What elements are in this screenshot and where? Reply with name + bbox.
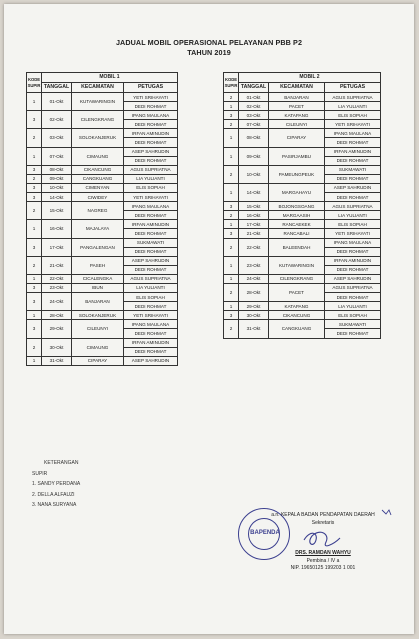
kode-cell: 2: [27, 129, 42, 147]
district-cell: RANCABALI: [269, 229, 325, 238]
officer-cell: DEDI ROHMAT: [124, 229, 178, 238]
officer-cell: DEDI ROHMAT: [124, 156, 178, 165]
kode-cell: 2: [27, 174, 42, 183]
officer-cell: DEDI ROHMAT: [325, 247, 381, 256]
officer-cell: YETI SRIHAYATI: [124, 93, 178, 102]
officer-cell: DEDI ROHMAT: [124, 247, 178, 256]
kode-cell: 3: [224, 311, 239, 320]
date-cell: 17-Okt: [42, 238, 72, 256]
district-cell: KUTAWARINGIN: [72, 93, 124, 111]
officer-cell: DEDI ROHMAT: [124, 329, 178, 338]
document-year: TAHUN 2019: [187, 48, 231, 57]
officer-cell: AGUS SUPRIATNA: [325, 202, 381, 211]
district-cell: SOLOKANJERUK: [72, 311, 124, 320]
officer-cell: DEDI ROHMAT: [124, 302, 178, 311]
officer-cell: SUKMAWATI: [325, 165, 381, 174]
officer-cell: ELIS SOPIAH: [124, 183, 178, 192]
district-cell: CIMAUNG: [72, 147, 124, 165]
officer-cell: ASEP SAHRUDIN: [325, 274, 381, 283]
district-cell: MARGAHAYU: [269, 183, 325, 201]
kode-cell: 3: [27, 193, 42, 202]
kode-cell: 3: [27, 183, 42, 192]
header-kode-supir: KODE SUPIR: [27, 73, 42, 93]
district-cell: CILEUNYI: [269, 120, 325, 129]
date-cell: 09-Okt: [42, 174, 72, 183]
district-cell: CIPARAY: [72, 356, 124, 365]
kode-cell: 1: [27, 356, 42, 365]
officer-cell: DEDI ROHMAT: [124, 347, 178, 356]
date-cell: 07-Okt: [42, 147, 72, 165]
date-cell: 17-Okt: [239, 220, 269, 229]
district-cell: CIMENYAN: [72, 183, 124, 192]
district-cell: BALEENDAH: [269, 238, 325, 256]
driver-item: 1. SANDY PERDANA: [32, 481, 81, 487]
date-cell: 22-Okt: [42, 274, 72, 283]
district-cell: CIKANCUNG: [269, 311, 325, 320]
officer-cell: DEDI ROHMAT: [325, 293, 381, 302]
officer-cell: AGUS SUPRIATNA: [325, 283, 381, 292]
district-cell: KATAPANG: [269, 111, 325, 120]
officer-cell: IPANG MAULANA: [124, 320, 178, 329]
date-cell: 15-Okt: [239, 202, 269, 211]
kode-cell: 1: [27, 274, 42, 283]
kode-cell: 1: [224, 302, 239, 311]
officer-cell: DEDI ROHMAT: [325, 329, 381, 338]
date-cell: 02-Okt: [239, 102, 269, 111]
district-cell: BOJONGSOANG: [269, 202, 325, 211]
date-cell: 15-Okt: [42, 202, 72, 220]
date-cell: 03-Okt: [239, 111, 269, 120]
date-cell: 21-Okt: [239, 229, 269, 238]
district-cell: CIPARAY: [269, 129, 325, 147]
officer-cell: AGUS SUPRIATNA: [124, 165, 178, 174]
kode-cell: 2: [224, 93, 239, 102]
district-cell: MAJALAYA: [72, 220, 124, 238]
kode-cell: 3: [224, 229, 239, 238]
kode-cell: 1: [224, 220, 239, 229]
kode-cell: 3: [27, 293, 42, 311]
district-cell: BANJARAN: [269, 93, 325, 102]
officer-cell: DEDI ROHMAT: [325, 138, 381, 147]
date-cell: 23-Okt: [239, 256, 269, 274]
officer-cell: IPANG MAULANA: [124, 111, 178, 120]
document-page: [4, 4, 414, 634]
header-kecamatan: KECAMATAN: [72, 83, 124, 93]
officer-cell: IPANG MAULANA: [325, 129, 381, 138]
officer-cell: IPANG MAULANA: [325, 238, 381, 247]
officer-cell: YETI SRIHAYATI: [124, 311, 178, 320]
district-cell: PAMEUNGPEUK: [269, 165, 325, 183]
district-cell: CANGKUANG: [269, 320, 325, 338]
officer-cell: IPANG MAULANA: [124, 202, 178, 211]
officer-cell: ASEP SAHRUDIN: [124, 147, 178, 156]
driver-item: 3. NANA SURYANA: [32, 502, 77, 508]
kode-cell: 2: [27, 338, 42, 356]
date-cell: 29-Okt: [42, 320, 72, 338]
date-cell: 14-Okt: [42, 193, 72, 202]
kode-cell: 1: [224, 147, 239, 165]
district-cell: CANGKUANG: [72, 174, 124, 183]
kode-cell: 2: [224, 320, 239, 338]
district-cell: CIKANCUNG: [72, 165, 124, 174]
district-cell: NAGREG: [72, 202, 124, 220]
header-petugas: PETUGAS: [325, 83, 381, 93]
kode-cell: 3: [27, 165, 42, 174]
officer-cell: DEDI ROHMAT: [124, 120, 178, 129]
district-cell: CILENGKRANG: [269, 274, 325, 283]
officer-cell: DEDI ROHMAT: [325, 156, 381, 165]
date-cell: 28-Okt: [239, 283, 269, 301]
district-cell: CICALENGKA: [72, 274, 124, 283]
district-cell: PACET: [269, 102, 325, 111]
officer-cell: ELIS SOPIAH: [325, 311, 381, 320]
date-cell: 30-Okt: [42, 338, 72, 356]
signature-office: a.n. KEPALA BADAN PENDAPATAN DAERAH: [271, 512, 375, 518]
officer-cell: IRFAN AMINUDIN: [124, 338, 178, 347]
kode-cell: 3: [27, 238, 42, 256]
kode-cell: 2: [224, 283, 239, 301]
district-cell: MARGAASIH: [269, 211, 325, 220]
header-kode-supir: KODE SUPIR: [224, 73, 239, 93]
officer-cell: DEDI ROHMAT: [124, 265, 178, 274]
kode-cell: 1: [224, 129, 239, 147]
officer-cell: IRFAN AMINUDIN: [124, 220, 178, 229]
district-cell: PANGALENGAN: [72, 238, 124, 256]
district-cell: CILEUNYI: [72, 320, 124, 338]
kode-cell: 2: [224, 165, 239, 183]
kode-cell: 3: [27, 283, 42, 292]
officer-cell: YETI SRIHAYATI: [124, 193, 178, 202]
kode-cell: 1: [27, 311, 42, 320]
officer-cell: ELIS SOPIAH: [325, 111, 381, 120]
district-cell: CILENGKRANG: [72, 111, 124, 129]
officer-cell: IRFAN AMINUDIN: [325, 147, 381, 156]
officer-cell: DEDI ROHMAT: [325, 174, 381, 183]
officer-cell: IRFAN AMINUDIN: [325, 256, 381, 265]
signature-stroke: [304, 532, 340, 546]
header-group: MOBIL 2: [239, 73, 381, 83]
date-cell: 28-Okt: [42, 311, 72, 320]
district-cell: CIMAUNG: [72, 338, 124, 356]
kode-cell: 1: [27, 93, 42, 111]
kode-cell: 3: [224, 111, 239, 120]
kode-cell: 2: [224, 211, 239, 220]
date-cell: 02-Okt: [42, 111, 72, 129]
officer-cell: ASEP SAHRUDIN: [325, 183, 381, 192]
date-cell: 08-Okt: [239, 129, 269, 147]
officer-cell: YETI SRIHAYATI: [325, 120, 381, 129]
district-cell: CIWIDEY: [72, 193, 124, 202]
date-cell: 01-Okt: [239, 93, 269, 102]
kode-cell: 3: [224, 202, 239, 211]
officer-cell: SUKMAWATI: [325, 320, 381, 329]
kode-cell: 1: [224, 256, 239, 274]
officer-cell: ELIS SOPIAH: [124, 293, 178, 302]
signatory-nip: NIP. 19650125 199203 1 001: [290, 565, 356, 571]
district-cell: SOLOKANJERUK: [72, 129, 124, 147]
kode-cell: 3: [27, 111, 42, 129]
officer-cell: DEDI ROHMAT: [124, 102, 178, 111]
district-cell: PACET: [269, 283, 325, 301]
keterangan-label: SUPIR: [32, 470, 48, 477]
signatory-name: DRS. RAMDAN WAHYU: [295, 550, 351, 556]
district-cell: KUTAWARINGIN: [269, 256, 325, 274]
kode-cell: 3: [27, 320, 42, 338]
kode-cell: 2: [224, 120, 239, 129]
date-cell: 16-Okt: [239, 211, 269, 220]
district-cell: IBUN: [72, 283, 124, 292]
date-cell: 30-Okt: [239, 311, 269, 320]
kode-cell: 1: [27, 147, 42, 165]
officer-cell: SUKMAWATI: [124, 238, 178, 247]
officer-cell: DEDI ROHMAT: [325, 193, 381, 202]
officer-cell: ELIS SOPIAH: [325, 220, 381, 229]
date-cell: 01-Okt: [42, 93, 72, 111]
officer-cell: LIA YULIANTI: [325, 102, 381, 111]
date-cell: 29-Okt: [239, 302, 269, 311]
kode-cell: 1: [224, 102, 239, 111]
date-cell: 24-Okt: [42, 293, 72, 311]
signatory-rank: Pembina / IV a: [306, 557, 340, 564]
kode-cell: 2: [224, 238, 239, 256]
officer-cell: AGUS SUPRIATNA: [325, 93, 381, 102]
officer-cell: LIA YULIANTI: [124, 283, 178, 292]
officer-cell: DEDI ROHMAT: [124, 211, 178, 220]
header-tanggal: TANGGAL: [42, 83, 72, 93]
officer-cell: LIA YULIANTI: [325, 302, 381, 311]
officer-cell: DEDI ROHMAT: [124, 138, 178, 147]
district-cell: RANCAEKEK: [269, 220, 325, 229]
paraf-stroke: [382, 510, 391, 515]
header-petugas: PETUGAS: [124, 83, 178, 93]
kode-cell: 1: [224, 274, 239, 283]
district-cell: PASIRJAMBU: [269, 147, 325, 165]
officer-cell: IRFAN AMINUDIN: [124, 129, 178, 138]
header-kecamatan: KECAMATAN: [269, 83, 325, 93]
stamp-text: BAPENDA: [250, 530, 280, 536]
date-cell: 14-Okt: [239, 183, 269, 201]
date-cell: 10-Okt: [239, 165, 269, 183]
officer-cell: ASEP SAHRUDIN: [124, 256, 178, 265]
driver-item: 2. DELLA ALFAUZI: [32, 491, 75, 498]
header-tanggal: TANGGAL: [239, 83, 269, 93]
date-cell: 22-Okt: [239, 238, 269, 256]
signature-position: Sekretaris: [311, 519, 335, 526]
date-cell: 23-Okt: [42, 283, 72, 292]
district-cell: PASEH: [72, 256, 124, 274]
kode-cell: 1: [27, 220, 42, 238]
officer-cell: ASEP SAHRUDIN: [124, 356, 178, 365]
kode-cell: 2: [27, 256, 42, 274]
officer-cell: AGUS SUPRIATNA: [124, 274, 178, 283]
district-cell: BANJARAN: [72, 293, 124, 311]
date-cell: 08-Okt: [42, 165, 72, 174]
district-cell: KATAPANG: [269, 302, 325, 311]
date-cell: 24-Okt: [239, 274, 269, 283]
header-group: MOBIL 1: [42, 73, 178, 83]
officer-cell: LIA YULIANTI: [325, 211, 381, 220]
date-cell: 31-Okt: [42, 356, 72, 365]
date-cell: 07-Okt: [239, 120, 269, 129]
officer-cell: YETI SRIHAYATI: [325, 229, 381, 238]
keterangan-title: KETERANGAN: [44, 460, 79, 466]
date-cell: 03-Okt: [42, 129, 72, 147]
date-cell: 09-Okt: [239, 147, 269, 165]
date-cell: 21-Okt: [42, 256, 72, 274]
date-cell: 10-Okt: [42, 183, 72, 192]
officer-cell: DEDI ROHMAT: [325, 265, 381, 274]
document-title: JADUAL MOBIL OPERASIONAL PELAYANAN PBB P2: [115, 38, 303, 47]
handwritten-signature: [4, 4, 414, 634]
date-cell: 16-Okt: [42, 220, 72, 238]
kode-cell: 2: [27, 202, 42, 220]
date-cell: 31-Okt: [239, 320, 269, 338]
kode-cell: 1: [224, 183, 239, 201]
officer-cell: LIA YULIANTI: [124, 174, 178, 183]
